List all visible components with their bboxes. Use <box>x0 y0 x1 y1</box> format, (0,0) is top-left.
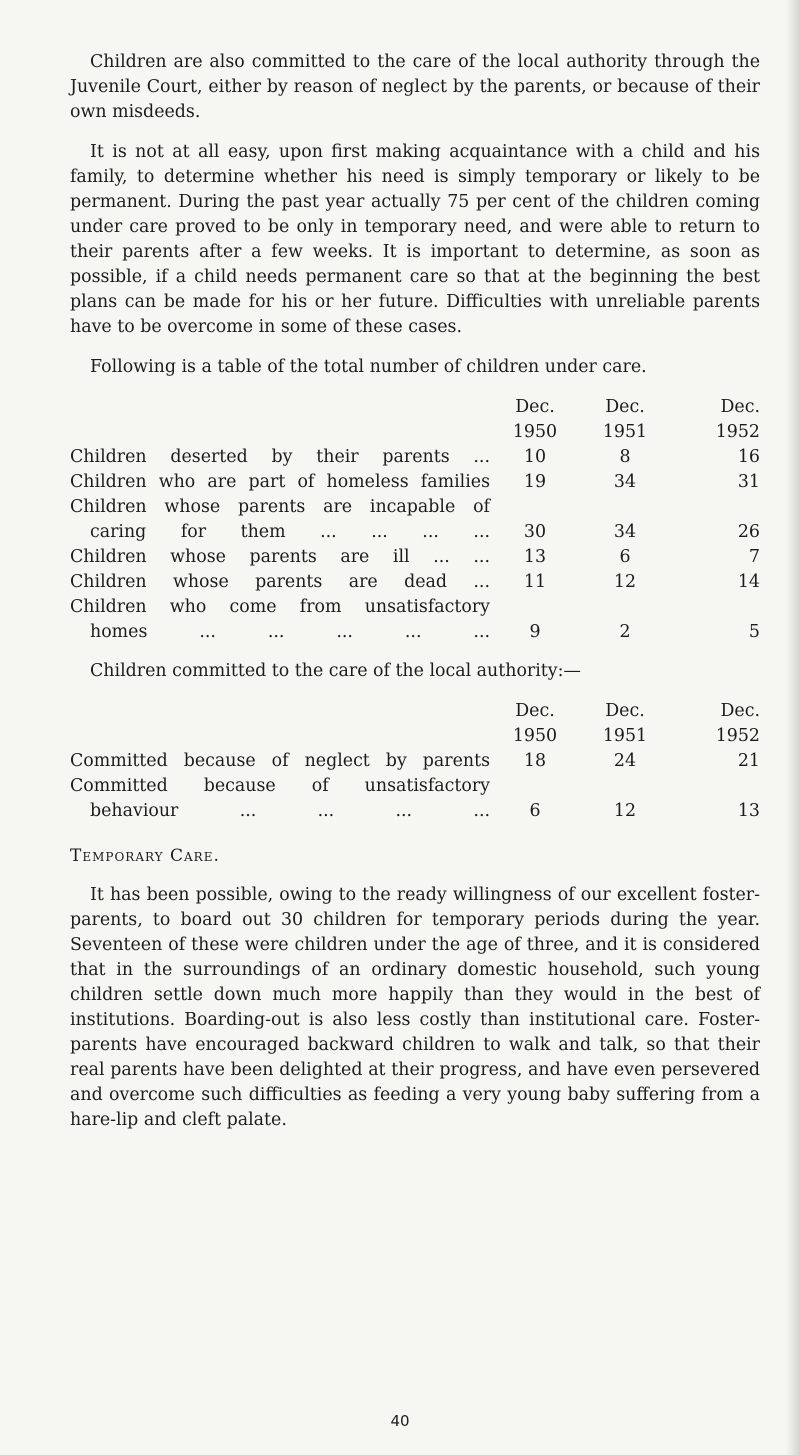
cell-value: 11 <box>523 572 547 592</box>
cell-value: 12 <box>613 801 637 821</box>
row-label: Children who come from unsatisfactory homes ... ... ... ... ... <box>70 597 490 642</box>
table1-intro: Following is a table of the total number of children under care. <box>90 357 647 377</box>
table-row <box>70 470 760 495</box>
cell-value: 6 <box>619 547 631 567</box>
table2-col-header: Dec. 1950 <box>512 701 558 746</box>
table1-header-row <box>70 395 760 445</box>
row-label: Children deserted by their parents ... <box>70 447 490 467</box>
cell-value: 24 <box>613 751 637 771</box>
page-edge-shadow <box>786 0 800 1455</box>
table-row <box>70 570 760 595</box>
cell-value: 34 <box>613 472 637 492</box>
cell-value: 6 <box>529 801 541 821</box>
table-row <box>70 595 760 645</box>
table-row <box>70 445 760 470</box>
children-committed-table <box>70 699 760 824</box>
table2-col-header: Dec. 1952 <box>715 701 760 746</box>
cell-value: 10 <box>523 447 547 467</box>
table2-intro: Children committed to the care of the local authority:— <box>90 661 581 681</box>
cell-value: 9 <box>529 622 541 642</box>
table2-col-header: Dec. 1951 <box>602 701 648 746</box>
row-label: Children who are part of homeless families <box>70 472 490 492</box>
cell-value: 13 <box>523 547 547 567</box>
cell-value: 21 <box>737 751 760 771</box>
cell-value: 18 <box>523 751 547 771</box>
row-label: Committed because of unsatisfactory behaviour ... ... ... ... <box>70 776 490 821</box>
table-row <box>70 774 760 824</box>
cell-value: 8 <box>619 447 631 467</box>
cell-value: 16 <box>737 447 760 467</box>
section-heading-temporary-care: Temporary Care. <box>70 846 220 866</box>
cell-value: 12 <box>613 572 637 592</box>
cell-value: 26 <box>737 522 760 542</box>
cell-value: 30 <box>523 522 547 542</box>
cell-value: 34 <box>613 522 637 542</box>
row-label: Children whose parents are incapable of caring for them ... ... ... ... <box>70 497 490 542</box>
document-page <box>70 50 760 1148</box>
children-under-care-table <box>70 395 760 645</box>
row-label: Children whose parents are ill ... ... <box>70 547 490 567</box>
cell-value: 14 <box>737 572 760 592</box>
paragraph-temporary-need: It is not at all easy, upon first making acquaintance with a child and his family, to determine whether his need is simply temporary or likely to be permanent. During the past year actually 75 per cent of the children coming under care proved to be only in temporary need, and were able to return to their parents after a few weeks. It is important to determine, as soon as possible, if a child needs permanent care so that at the beginning the best plans can be made for his or her future. Difficulties with unreliable parents have to be overcome in some of these cases. <box>70 142 760 337</box>
paragraph-juvenile-court: Children are also committed to the care of the local authority through the Juvenile Court, either by reason of neglect by the parents, or because of their own misdeeds. <box>70 52 760 122</box>
table2-header-row <box>70 699 760 749</box>
table1-col-header: Dec. 1950 <box>512 397 558 442</box>
cell-value: 19 <box>523 472 547 492</box>
cell-value: 5 <box>748 622 760 642</box>
table1-col-header: Dec. 1951 <box>602 397 648 442</box>
row-label: Children whose parents are dead ... <box>70 572 490 592</box>
cell-value: 7 <box>748 547 760 567</box>
cell-value: 2 <box>619 622 631 642</box>
table-row <box>70 749 760 774</box>
table1-col-header: Dec. 1952 <box>715 397 760 442</box>
cell-value: 13 <box>737 801 760 821</box>
table-row <box>70 495 760 545</box>
cell-value: 31 <box>737 472 760 492</box>
paragraph-foster-parents: It has been possible, owing to the ready willingness of our excellent foster-parents, to board out 30 children for temporary periods during the year. Seventeen of these were children under the age of three, and it is considered that in the surroundings of an ordinary domestic household, such young children settle down much more happily than they would in the best of institutions. Boarding-out is also less costly than institutional care. Foster-parents have encouraged backward children to walk and talk, so that their real parents have been delighted at their progress, and have even persevered and overcome such difficulties as feeding a very young baby suffering from a hare-lip and cleft palate. <box>70 885 760 1130</box>
page-number: 40 <box>390 1412 410 1430</box>
row-label: Committed because of neglect by parents <box>70 751 490 771</box>
table-row <box>70 545 760 570</box>
